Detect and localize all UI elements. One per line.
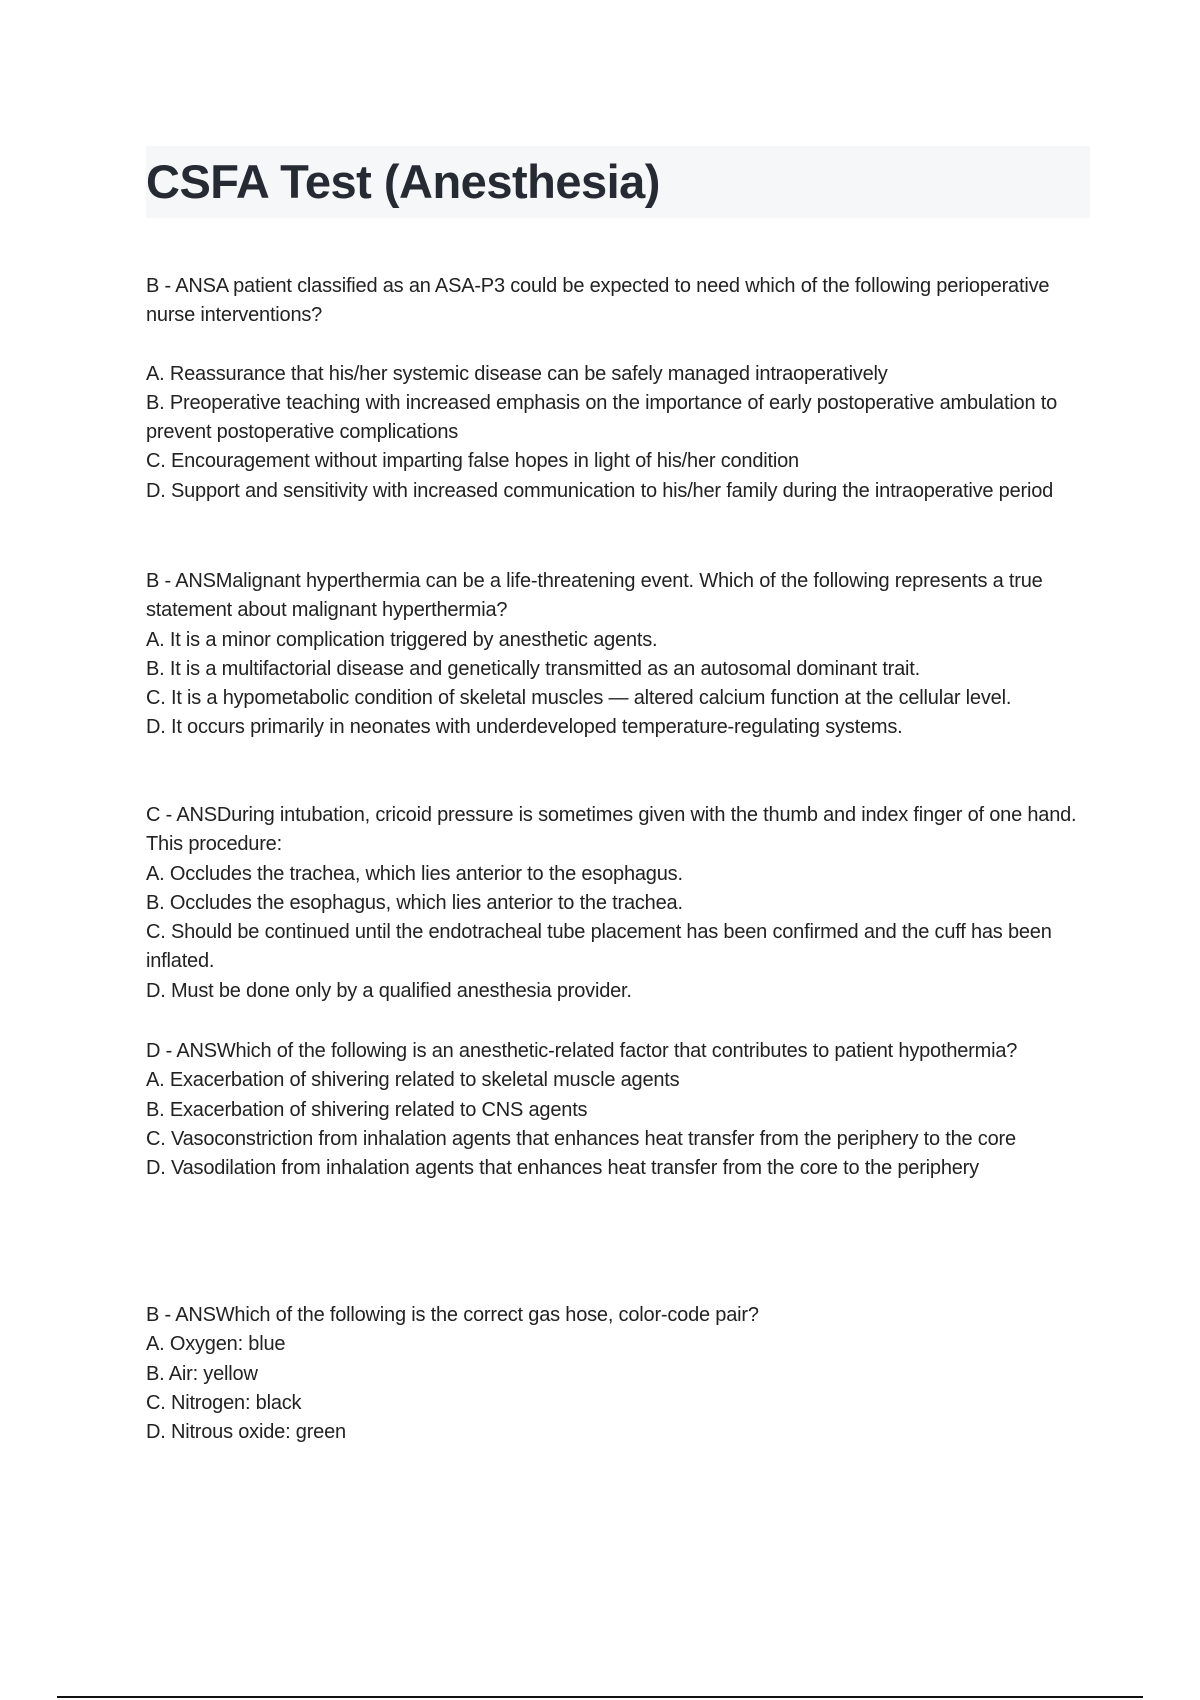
option-d: D. It occurs primarily in neonates with underdeveloped temperature-regulating systems. xyxy=(146,716,903,739)
question-4 xyxy=(146,1037,1091,1183)
option-d: D. Support and sensitivity with increased communication to his/her family during the intraoperative period xyxy=(146,479,1054,502)
question-stem: B - ANSWhich of the following is the correct gas hose, color-code pair? xyxy=(146,1304,759,1326)
question-stem: B - ANSMalignant hyperthermia can be a life-threatening event. Which of the following represents a true statement about malignant hyperthermia? xyxy=(146,570,1043,622)
option-b: B. Preoperative teaching with increased emphasis on the importance of early postoperative ambulation to prevent postoperative complications xyxy=(146,391,1058,444)
option-d: D. Vasodilation from inhalation agents that enhances heat transfer from the core to the periphery xyxy=(146,1157,979,1180)
question-5 xyxy=(146,1301,1091,1447)
option-c: C. Encouragement without imparting false hopes in light of his/her condition xyxy=(146,450,799,473)
option-a: A. Oxygen: blue xyxy=(146,1333,286,1356)
option-b: B. It is a multifactorial disease and genetically transmitted as an autosomal dominant trait. xyxy=(146,657,921,680)
question-stem: C - ANSDuring intubation, cricoid pressure is sometimes given with the thumb and index finger of one hand. This procedure: xyxy=(146,804,1077,856)
option-d: D. Must be done only by a qualified anesthesia provider. xyxy=(146,979,632,1002)
option-a: A. Exacerbation of shivering related to skeletal muscle agents xyxy=(146,1069,680,1092)
option-b: B. Air: yellow xyxy=(146,1362,258,1385)
question-stem: D - ANSWhich of the following is an anesthetic-related factor that contributes to patient hypothermia? xyxy=(146,1040,1018,1062)
option-a: A. Reassurance that his/her systemic disease can be safely managed intraoperatively xyxy=(146,362,888,385)
option-b: B. Exacerbation of shivering related to CNS agents xyxy=(146,1098,588,1121)
option-a: A. Occludes the trachea, which lies anterior to the esophagus. xyxy=(146,862,683,885)
option-c: C. Nitrogen: black xyxy=(146,1391,302,1414)
option-c: C. Vasoconstriction from inhalation agents that enhances heat transfer from the periphery to the core xyxy=(146,1127,1016,1150)
question-2 xyxy=(146,567,1091,743)
option-b: B. Occludes the esophagus, which lies anterior to the trachea. xyxy=(146,891,683,914)
option-c: C. Should be continued until the endotracheal tube placement has been confirmed and the cuff has been inflated. xyxy=(146,921,1052,973)
option-a: A. It is a minor complication triggered by anesthetic agents. xyxy=(146,628,658,651)
document-title: CSFA Test (Anesthesia) xyxy=(146,155,660,208)
question-1 xyxy=(146,272,1091,506)
option-c: C. It is a hypometabolic condition of skeletal muscles — altered calcium function at the cellular level. xyxy=(146,687,1012,710)
question-stem: B - ANSA patient classified as an ASA-P3 could be expected to need which of the following perioperative nurse interventions? xyxy=(146,275,1050,327)
page-bottom-divider xyxy=(57,1696,1143,1698)
option-d: D. Nitrous oxide: green xyxy=(146,1421,346,1444)
question-3 xyxy=(146,801,1091,1006)
